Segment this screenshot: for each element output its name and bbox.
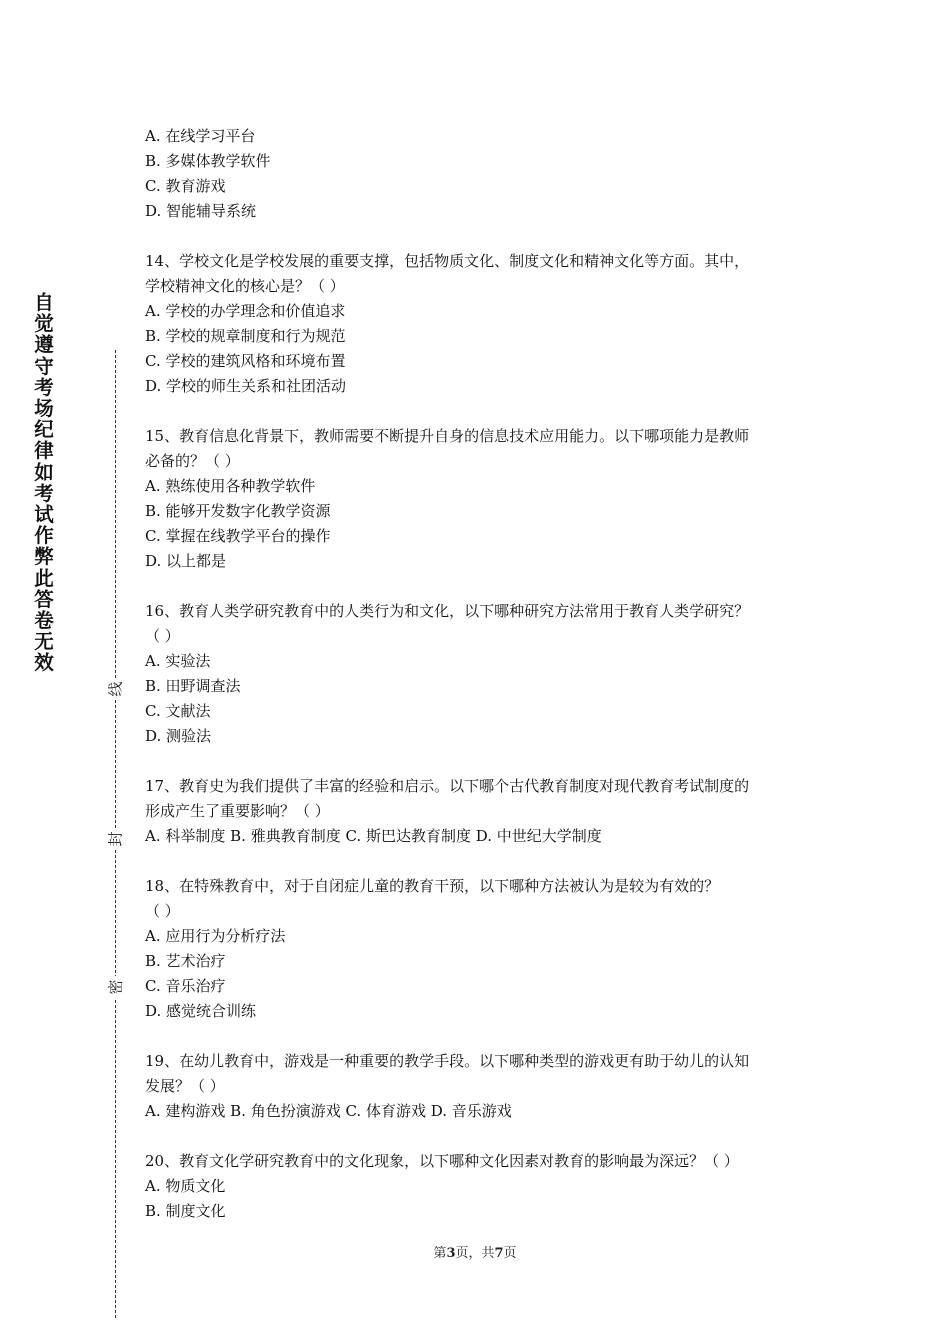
question-stem: 学校精神文化的核心是？（ ）	[145, 277, 345, 295]
binding-mark-line: 线	[106, 678, 126, 700]
footer-middle: 页，共	[455, 1246, 495, 1261]
option: A. 实验法	[145, 652, 211, 670]
question-stem: （ ）	[145, 902, 180, 920]
question-20	[145, 1149, 815, 1224]
option: A. 学校的办学理念和价值追求	[145, 302, 346, 320]
option: D. 学校的师生关系和社团活动	[145, 377, 347, 395]
option: C. 音乐治疗	[145, 977, 226, 995]
question-stem: 发展？（ ）	[145, 1077, 225, 1095]
page-number: 3	[446, 1246, 456, 1261]
question-14	[145, 249, 815, 399]
option: A. 科举制度 B. 雅典教育制度 C. 斯巴达教育制度 D. 中世纪大学制度	[145, 827, 602, 845]
question-18	[145, 874, 815, 1024]
option: D. 感觉统合训练	[145, 1002, 257, 1020]
question-stem: 19、在幼儿教育中，游戏是一种重要的教学手段。以下哪种类型的游戏更有助于幼儿的认知	[145, 1052, 750, 1070]
question-stem: 15、教育信息化背景下，教师需要不断提升自身的信息技术应用能力。以下哪项能力是教师	[145, 427, 750, 445]
option: A. 物质文化	[145, 1177, 226, 1195]
question-stem: 16、教育人类学研究教育中的人类行为和文化，以下哪种研究方法常用于教育人类学研究？	[145, 602, 750, 620]
question-stem: 必备的？（ ）	[145, 452, 240, 470]
question-list	[145, 124, 815, 1224]
option: D. 以上都是	[145, 552, 227, 570]
question-16	[145, 599, 815, 749]
question-stem: 17、教育史为我们提供了丰富的经验和启示。以下哪个古代教育制度对现代教育考试制度的	[145, 777, 750, 795]
question-19	[145, 1049, 815, 1124]
option: D. 智能辅导系统	[145, 202, 257, 220]
binding-mark-seal: 封	[106, 828, 126, 850]
option: C. 掌握在线教学平台的操作	[145, 527, 331, 545]
option: B. 多媒体教学软件	[145, 152, 271, 170]
option: A. 熟练使用各种教学软件	[145, 477, 316, 495]
exam-discipline-notice: 自觉遵守考场纪律如考试作弊此答卷无效	[34, 291, 54, 675]
question-stem: 形成产生了重要影响？（ ）	[145, 802, 330, 820]
question-stem: 18、在特殊教育中，对于自闭症儿童的教育干预，以下哪种方法被认为是较为有效的？	[145, 877, 720, 895]
option: A. 建构游戏 B. 角色扮演游戏 C. 体育游戏 D. 音乐游戏	[145, 1102, 512, 1120]
footer-suffix: 页	[503, 1246, 517, 1261]
question-15	[145, 424, 815, 574]
option: B. 能够开发数字化教学资源	[145, 502, 331, 520]
page-footer	[0, 1244, 950, 1264]
option: C. 教育游戏	[145, 177, 226, 195]
total-pages: 7	[494, 1246, 504, 1261]
option: B. 学校的规章制度和行为规范	[145, 327, 346, 345]
option: B. 艺术治疗	[145, 952, 226, 970]
binding-mark-close: 密	[106, 976, 126, 998]
carryover-options	[145, 124, 815, 224]
option: A. 在线学习平台	[145, 127, 256, 145]
footer-prefix: 第	[433, 1246, 447, 1261]
question-stem: （ ）	[145, 627, 180, 645]
question-17	[145, 774, 815, 849]
question-stem: 20、教育文化学研究教育中的文化现象，以下哪种文化因素对教育的影响最为深远？（ ）	[145, 1152, 739, 1170]
option: A. 应用行为分析疗法	[145, 927, 286, 945]
option: B. 田野调查法	[145, 677, 241, 695]
option: C. 文献法	[145, 702, 211, 720]
option: C. 学校的建筑风格和环境布置	[145, 352, 346, 370]
option: B. 制度文化	[145, 1202, 226, 1220]
option: D. 测验法	[145, 727, 212, 745]
question-stem: 14、学校文化是学校发展的重要支撑，包括物质文化、制度文化和精神文化等方面。其中，	[145, 252, 750, 270]
